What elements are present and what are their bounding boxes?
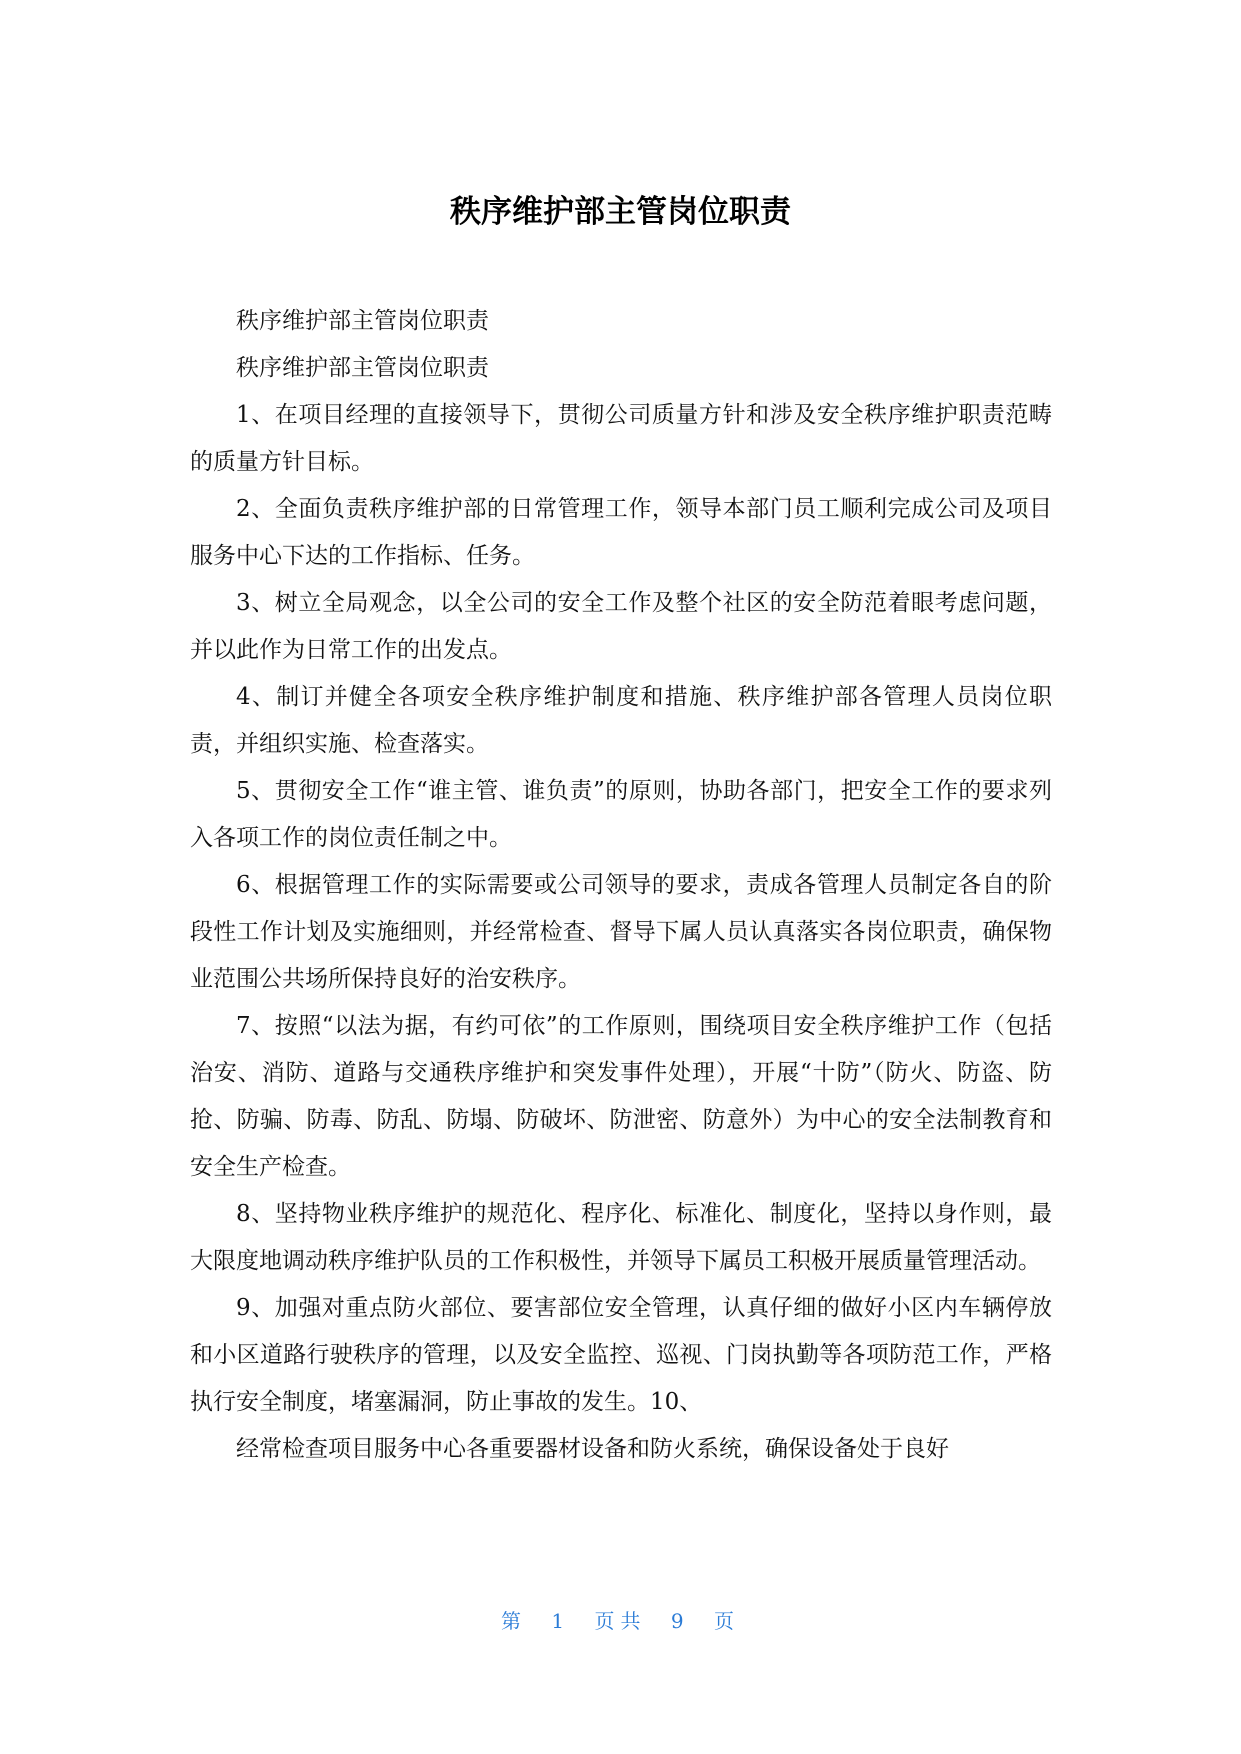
paragraph: 7、按照“以法为据，有约可依”的工作原则，围绕项目安全秩序维护工作（包括治安、消防、道路与交通秩序维护和突发事件处理），开展“十防”（防火、防盗、防抢、防骗、防毒、防乱、防塌、防破坏、防泄密、防意外）为中心的安全法制教育和安全生产检查。 — [190, 1013, 1052, 1180]
paragraph: 2、全面负责秩序维护部的日常管理工作，领导本部门员工顺利完成公司及项目服务中心下达的工作指标、任务。 — [190, 496, 1052, 569]
document-body — [190, 298, 1052, 1473]
paragraph: 1、在项目经理的直接领导下，贯彻公司质量方针和涉及安全秩序维护职责范畴的质量方针目标。 — [190, 402, 1052, 475]
current-page-number: 1 — [551, 1609, 571, 1633]
page-label-middle: 页共 — [594, 1609, 647, 1633]
document-title: 秩序维护部主管岗位职责 — [450, 194, 791, 230]
paragraph: 6、根据管理工作的实际需要或公司领导的要求，责成各管理人员制定各自的阶段性工作计划及实施细则，并经常检查、督导下属人员认真落实各岗位职责，确保物业范围公共场所保持良好的治安秩序。 — [190, 872, 1052, 992]
page-label-suffix: 页 — [713, 1609, 740, 1633]
paragraph: 9、加强对重点防火部位、要害部位安全管理，认真仔细的做好小区内车辆停放和小区道路行驶秩序的管理，以及安全监控、巡视、门岗执勤等各项防范工作，严格执行安全制度，堵塞漏洞，防止事故的发生。10、 — [190, 1295, 1052, 1415]
paragraph: 4、制订并健全各项安全秩序维护制度和措施、秩序维护部各管理人员岗位职责，并组织实施、检查落实。 — [190, 684, 1052, 757]
paragraph: 5、贯彻安全工作“谁主管、谁负责”的原则，协助各部门，把安全工作的要求列入各项工作的岗位责任制之中。 — [190, 778, 1052, 851]
paragraph: 经常检查项目服务中心各重要器材设备和防火系统，确保设备处于良好 — [236, 1436, 949, 1462]
page-label-prefix: 第 — [501, 1609, 528, 1633]
paragraph: 秩序维护部主管岗位职责 — [236, 308, 489, 334]
paragraph: 秩序维护部主管岗位职责 — [236, 355, 489, 381]
page-number-footer — [0, 1605, 1241, 1634]
paragraph: 8、坚持物业秩序维护的规范化、程序化、标准化、制度化，坚持以身作则，最大限度地调动秩序维护队员的工作积极性，并领导下属员工积极开展质量管理活动。 — [190, 1201, 1052, 1274]
paragraph: 3、树立全局观念，以全公司的安全工作及整个社区的安全防范着眼考虑问题，并以此作为日常工作的出发点。 — [190, 590, 1052, 663]
total-pages-number: 9 — [670, 1609, 690, 1633]
